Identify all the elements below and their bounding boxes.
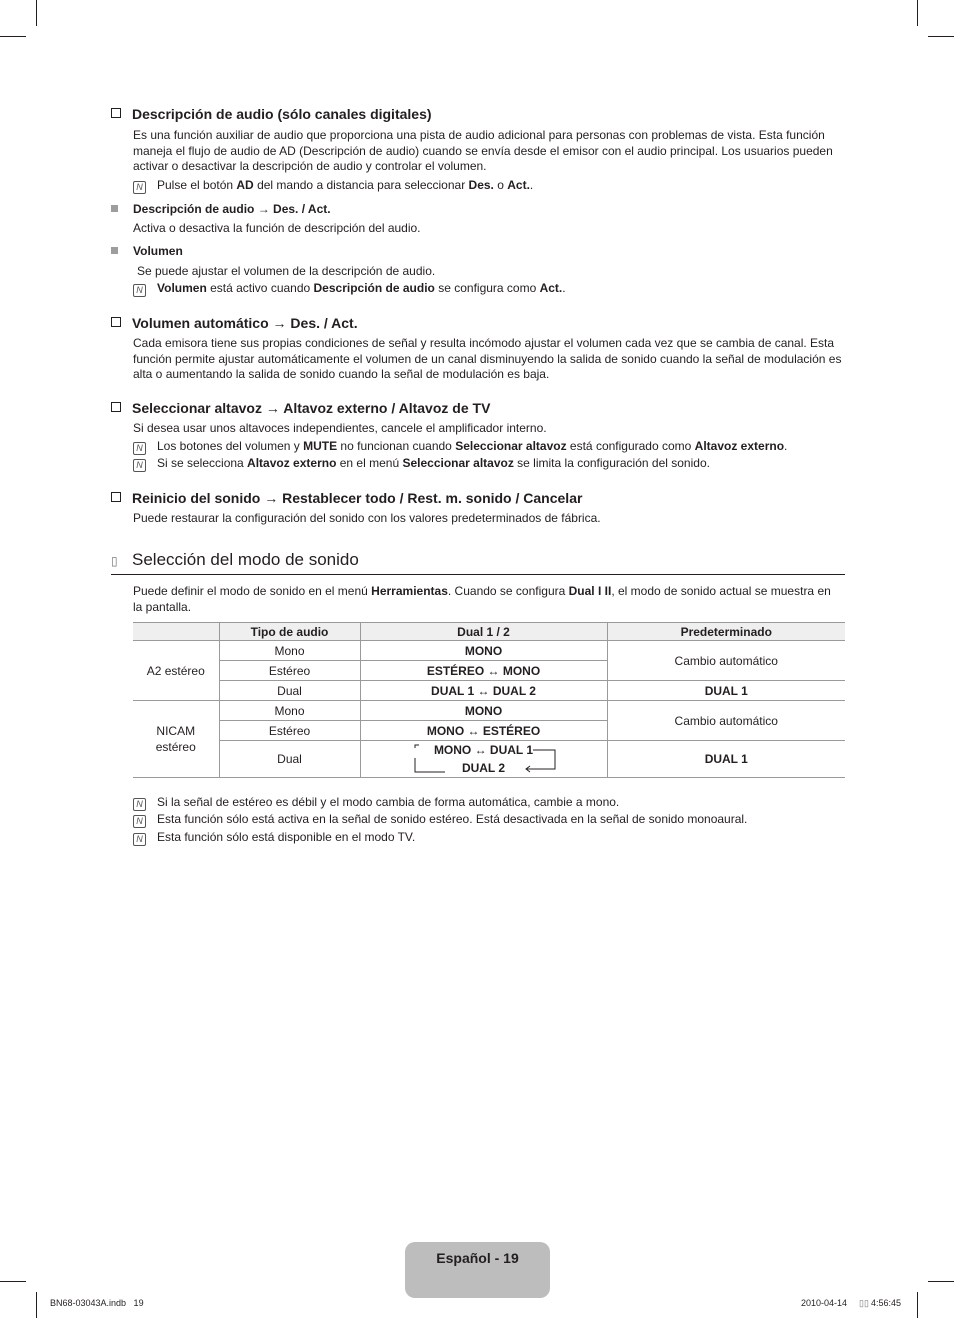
note-external-speaker: N Si se selecciona Altavoz externo en el menú Seleccionar altavoz se limita la configuración del sonido.: [133, 456, 710, 472]
table-header: Dual 1 / 2: [360, 623, 607, 641]
table-cell: A2 estéreo: [133, 641, 219, 701]
table-cell: Dual: [219, 681, 360, 701]
clock-icon: ▯▯: [859, 1298, 869, 1308]
table-cell: MONO: [360, 701, 607, 721]
note-icon: N: [133, 459, 146, 472]
audio-description-body: Es una función auxiliar de audio que proporciona una pista de audio adicional para personas con problemas de vista. Esta función maneja el flujo de audio de AD (Descripción de audio) cuando se envía desde el emisor con el audio principal. Los usuarios pueden activar o desactivar la descripción de audio y controlar el volumen.: [133, 128, 833, 173]
sub-body-volume: Se puede ajustar el volumen de la descripción de audio.: [137, 264, 436, 278]
crop-mark: [36, 1292, 37, 1318]
section-glyph-icon: ▯: [111, 554, 118, 568]
table-cell: Dual: [219, 741, 360, 778]
table-row: [133, 641, 845, 661]
checkbox-bullet-icon: [111, 108, 121, 118]
table-header: [133, 623, 219, 641]
heading-auto-volume: [111, 315, 358, 331]
table-header: Predeterminado: [607, 623, 845, 641]
slug-date: 2010-04-14: [801, 1298, 848, 1308]
sub-body-audio-description: Activa o desactiva la función de descripción del audio.: [133, 221, 421, 235]
heading-audio-description: [111, 106, 432, 122]
table-row: [133, 741, 845, 778]
heading-speaker-select: [111, 400, 490, 416]
note-tv-only: N Esta función sólo está disponible en el modo TV.: [133, 830, 415, 846]
table-cell-cycle: [360, 741, 607, 778]
note-icon: N: [133, 181, 146, 194]
checkbox-bullet-icon: [111, 402, 121, 412]
sub-heading-volume: Volumen: [133, 244, 183, 258]
square-bullet-icon: [111, 205, 118, 212]
speaker-select-body: Si desea usar unos altavoces independientes, cancele el amplificador interno.: [133, 421, 547, 435]
heading-text: Descripción de audio (sólo canales digitales): [132, 106, 432, 122]
table-cell: DUAL 1 ↔ DUAL 2: [360, 681, 607, 701]
table-cell: Cambio automático: [607, 641, 845, 681]
page-number: Español - 19: [436, 1250, 519, 1266]
cycle-top-label: MONO ↔ DUAL 1: [433, 743, 534, 757]
table-cell: Estéreo: [219, 661, 360, 681]
checkbox-bullet-icon: [111, 317, 121, 327]
sub-heading-audio-description: Descripción de audio → Des. / Act.: [133, 202, 331, 216]
crop-mark: [928, 1281, 954, 1282]
crop-mark: [0, 1281, 26, 1282]
heading-text: Seleccionar altavoz → Altavoz externo / Altavoz de TV: [132, 400, 491, 416]
crop-mark: [928, 36, 954, 37]
note-stereo-only: N Esta función sólo está activa en la señal de sonido estéreo. Está desactivada en la señal de sonido monoaural.: [133, 812, 747, 828]
table-cell: Estéreo: [219, 721, 360, 741]
table-cell: Cambio automático: [607, 701, 845, 741]
table-header: Tipo de audio: [219, 623, 360, 641]
table-cell: MONO: [360, 641, 607, 661]
note-icon: N: [133, 815, 146, 828]
heading-sound-reset: [111, 490, 582, 506]
table-cell: DUAL 1: [607, 741, 845, 778]
heading-text: Reinicio del sonido → Restablecer todo / Rest. m. sonido / Cancelar: [132, 490, 583, 506]
table-header-row: [133, 623, 845, 641]
sound-reset-body: Puede restaurar la configuración del sonido con los valores predeterminados de fábrica.: [133, 511, 601, 525]
note-icon: N: [133, 798, 146, 811]
crop-mark: [36, 0, 37, 26]
table-cell: Mono: [219, 701, 360, 721]
table-cell: NICAM estéreo: [133, 701, 219, 778]
note-weak-stereo: N Si la señal de estéreo es débil y el modo cambia de forma automática, cambie a mono.: [133, 795, 619, 811]
crop-mark: [0, 36, 26, 37]
table-cell: Mono: [219, 641, 360, 661]
note-volume: N Volumen está activo cuando Descripción de audio se configura como Act..: [133, 281, 566, 297]
slug-file: BN68-03043A.indb 19: [50, 1298, 144, 1308]
note-icon: N: [133, 833, 146, 846]
table-cell: DUAL 1: [607, 681, 845, 701]
square-bullet-icon: [111, 247, 118, 254]
note-mute: N Los botones del volumen y MUTE no funcionan cuando Seleccionar altavoz está configurado como Altavoz externo.: [133, 439, 787, 455]
sound-mode-table: [133, 622, 845, 778]
note-ad-button: N Pulse el botón AD del mando a distancia para seleccionar Des. o Act..: [133, 178, 533, 194]
section-title: ▯ Selección del modo de sonido: [111, 550, 845, 575]
slug-time: 4:56:45: [871, 1298, 902, 1308]
note-icon: N: [133, 284, 146, 297]
auto-volume-body: Cada emisora tiene sus propias condiciones de señal y resulta incómodo ajustar el volumen cada vez que se cambia de canal. Esta función permite ajustar automáticamente el volumen de un canal disminuyendo la salida de sonido cuando la señal de modulación es alta o aumentando la salida de sonido cuando la señal de modulación es baja.: [133, 336, 842, 381]
heading-text: Volumen automático → Des. / Act.: [132, 315, 358, 331]
table-row: [133, 681, 845, 701]
checkbox-bullet-icon: [111, 492, 121, 502]
note-icon: N: [133, 442, 146, 455]
section-intro: Puede definir el modo de sonido en el menú Herramientas. Cuando se configura Dual I II, el modo de sonido actual se muestra en la pantalla.: [133, 584, 831, 614]
table-row: [133, 701, 845, 721]
table-cell: MONO ↔ ESTÉREO: [360, 721, 607, 741]
crop-mark: [917, 0, 918, 26]
cycle-bottom-label: DUAL 2: [461, 761, 506, 775]
crop-mark: [917, 1292, 918, 1318]
table-cell: ESTÉREO ↔ MONO: [360, 661, 607, 681]
